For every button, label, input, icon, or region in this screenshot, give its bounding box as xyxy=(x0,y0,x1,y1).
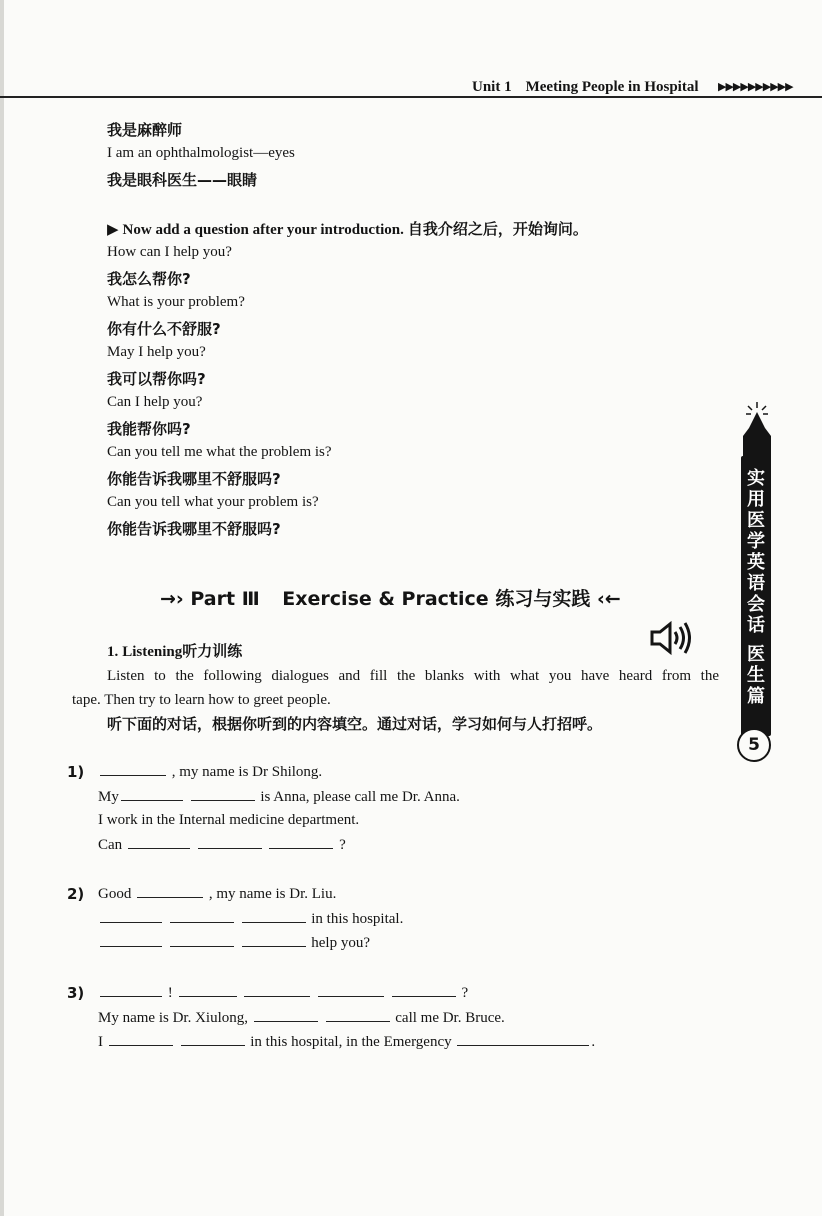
exercise-3-line-2 xyxy=(98,1009,505,1027)
question-cn: 你能告诉我哪里不舒服吗? xyxy=(107,520,281,538)
question-cn: 我怎么帮你? xyxy=(107,270,191,288)
running-header xyxy=(472,79,699,96)
part-label: Part xyxy=(190,588,236,610)
blank-field[interactable] xyxy=(109,1033,173,1046)
exercise-1-line-4 xyxy=(98,836,346,854)
question-en: Can you tell me what the problem is? xyxy=(107,444,332,460)
part-numeral: Ⅲ xyxy=(241,588,260,610)
blank-field[interactable] xyxy=(128,836,190,849)
exercise-text: My name is Dr. Xiulong, xyxy=(98,1010,248,1026)
blank-field[interactable] xyxy=(100,763,166,776)
exercise-number: 1) xyxy=(67,763,85,781)
header-rule xyxy=(0,96,822,98)
intro-en-ophthalmologist: I am an ophthalmologist—eyes xyxy=(107,145,295,161)
side-tab-char: 医 xyxy=(747,510,765,531)
speaker-icon xyxy=(648,620,694,661)
blank-field[interactable] xyxy=(100,984,162,997)
exercise-3-line-1 xyxy=(98,984,468,1002)
blank-field[interactable] xyxy=(191,788,255,801)
blank-field[interactable] xyxy=(457,1033,589,1046)
exercise-text: Good xyxy=(98,886,132,902)
exercise-text: ? xyxy=(339,837,346,853)
exercise-text: I xyxy=(98,1034,103,1050)
exercise-text: in this hospital, in the Emergency xyxy=(250,1034,452,1050)
blank-field[interactable] xyxy=(121,788,183,801)
left-arrow-icon: →› xyxy=(160,588,184,610)
blank-field[interactable] xyxy=(242,910,306,923)
listening-title-en: Listening xyxy=(122,644,183,660)
side-tab-char: 实 xyxy=(747,468,765,489)
exercise-text: ! xyxy=(167,985,173,1001)
exercise-number: 2) xyxy=(67,885,85,903)
blank-field[interactable] xyxy=(100,934,162,947)
header-arrows: ▶▶▶▶▶▶▶▶▶▶ xyxy=(718,81,793,93)
question-cn: 你有什么不舒服? xyxy=(107,320,221,338)
side-tab-char: 用 xyxy=(747,489,765,510)
question-en: What is your problem? xyxy=(107,294,245,310)
instruction-cn: 自我介绍之后，开始询问。 xyxy=(407,220,588,238)
exercise-2-line-1 xyxy=(98,885,336,903)
side-tab-char: 生 xyxy=(747,665,765,686)
side-tab-char: 学 xyxy=(747,531,765,552)
blank-field[interactable] xyxy=(242,934,306,947)
side-tab-char: 语 xyxy=(747,573,765,594)
exercise-2-line-2 xyxy=(98,910,403,928)
question-en: May I help you? xyxy=(107,344,206,360)
listening-instruction-en-2: tape. Then try to learn how to greet people. xyxy=(72,692,331,708)
part-title-en: Exercise & Practice xyxy=(282,588,489,610)
blank-field[interactable] xyxy=(269,836,333,849)
intro-cn-anesthetist: 我是麻醉师 xyxy=(107,121,183,139)
right-arrow-icon: ‹← xyxy=(596,588,621,610)
page-number: 5 xyxy=(737,728,771,762)
unit-title: Meeting People in Hospital xyxy=(525,79,699,95)
blank-field[interactable] xyxy=(100,910,162,923)
exercise-text: My xyxy=(98,789,119,805)
listening-instruction-cn: 听下面的对话，根据你听到的内容填空。通过对话，学习如何与人打招呼。 xyxy=(107,715,603,733)
side-tab-char: 会 xyxy=(747,594,765,615)
exercise-1-line-2 xyxy=(98,788,460,806)
exercise-1-line-3: I work in the Internal medicine department. xyxy=(98,812,360,828)
exercise-text: call me Dr. Bruce. xyxy=(395,1010,505,1026)
exercise-text: . xyxy=(591,1034,596,1050)
exercise-3-line-3 xyxy=(98,1033,595,1051)
exercise-text: help you? xyxy=(311,935,370,951)
blank-field[interactable] xyxy=(244,984,310,997)
exercise-text: is Anna, please call me Dr. Anna. xyxy=(260,789,460,805)
blank-field[interactable] xyxy=(137,885,203,898)
listening-title-cn: 听力训练 xyxy=(182,642,243,660)
listening-number: 1. xyxy=(107,644,119,660)
exercise-text: ? xyxy=(461,985,469,1001)
listening-heading xyxy=(107,640,242,661)
triangle-marker-icon: ▶ xyxy=(107,222,119,238)
exercise-number: 3) xyxy=(67,984,85,1002)
exercise-1-line-1 xyxy=(98,763,322,781)
side-tab-char: 篇 xyxy=(747,686,765,707)
exercise-text: , my name is Dr Shilong. xyxy=(171,764,323,780)
bookmark-flag-icon xyxy=(740,400,774,463)
exercise-text: , my name is Dr. Liu. xyxy=(208,886,337,902)
exercise-text: in this hospital. xyxy=(311,911,404,927)
blank-field[interactable] xyxy=(198,836,262,849)
question-en: Can you tell what your problem is? xyxy=(107,494,319,510)
question-en: Can I help you? xyxy=(107,394,203,410)
part-title-cn: 练习与实践 xyxy=(495,588,591,610)
exercise-2-line-3 xyxy=(98,934,370,952)
unit-label: Unit 1 xyxy=(472,79,512,95)
book-spine-shadow xyxy=(0,0,4,1216)
side-tab-title xyxy=(741,468,771,707)
side-tab-char: 医 xyxy=(747,644,765,665)
question-instruction xyxy=(107,218,588,239)
blank-field[interactable] xyxy=(181,1033,245,1046)
question-cn: 我可以帮你吗? xyxy=(107,370,206,388)
side-tab-char: 话 xyxy=(747,615,765,636)
blank-field[interactable] xyxy=(179,984,237,997)
instruction-en: Now add a question after your introduction. xyxy=(122,222,404,238)
exercise-text: Can xyxy=(98,837,123,853)
question-cn: 你能告诉我哪里不舒服吗? xyxy=(107,470,281,488)
blank-field[interactable] xyxy=(170,934,234,947)
blank-field[interactable] xyxy=(392,984,456,997)
blank-field[interactable] xyxy=(170,910,234,923)
listening-instruction-en-1: Listen to the following dialogues and fill the blanks with what you have heard from the xyxy=(107,668,719,684)
blank-field[interactable] xyxy=(326,1009,390,1022)
intro-cn-ophthalmologist: 我是眼科医生——眼睛 xyxy=(107,171,258,189)
question-cn: 我能帮你吗? xyxy=(107,420,191,438)
side-tab-char: 英 xyxy=(747,552,765,573)
question-en: How can I help you? xyxy=(107,244,232,260)
part-heading xyxy=(160,584,621,611)
blank-field[interactable] xyxy=(254,1009,318,1022)
blank-field[interactable] xyxy=(318,984,384,997)
